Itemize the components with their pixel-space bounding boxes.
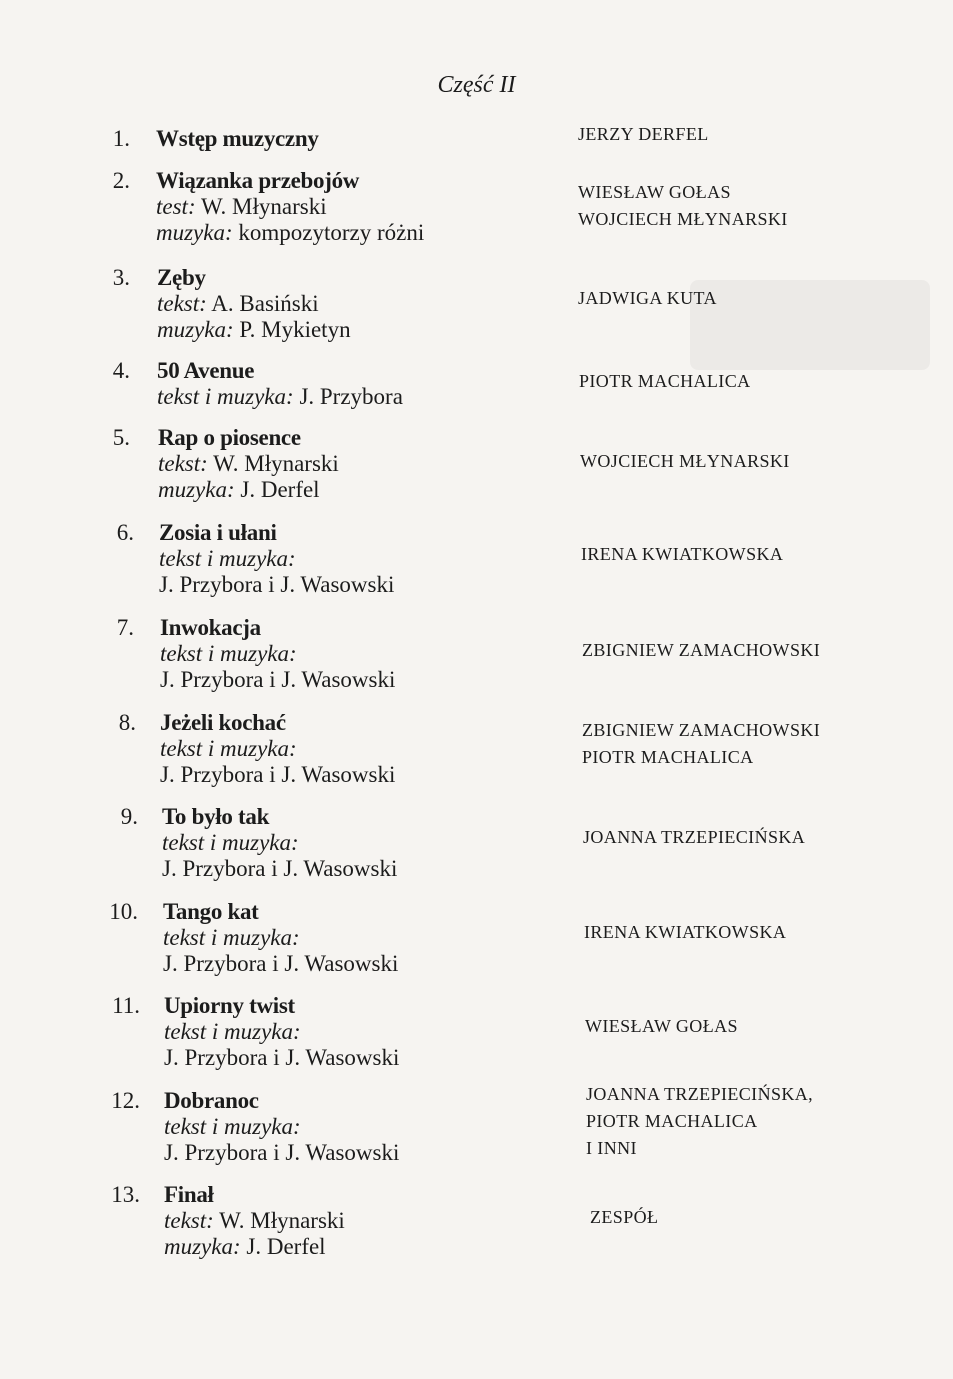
credit-line [160, 736, 395, 762]
song-title: Rap o piosence [158, 425, 301, 450]
credit-line [160, 641, 395, 667]
performer-name: JOANNA TRZEPIECIŃSKA [583, 827, 806, 847]
credit-line [164, 1234, 345, 1260]
credit-label: test: [156, 194, 196, 219]
credit-value: J. Przybora i J. Wasowski [160, 762, 396, 787]
performers [578, 121, 709, 148]
performer-name: PIOTR MACHALICA [579, 371, 751, 391]
song-block [157, 265, 351, 343]
song-title: Inwokacja [160, 615, 261, 640]
song-block [156, 126, 319, 152]
song-title: Upiorny twist [164, 993, 295, 1018]
credit-label: tekst i muzyka: [160, 736, 297, 761]
song-title: Dobranoc [164, 1088, 259, 1113]
performer-name: JERZY DERFEL [578, 124, 709, 144]
credit-label: tekst i muzyka: [164, 1019, 301, 1044]
credit-line [164, 1140, 399, 1166]
performer-name: WIESŁAW GOŁAS [585, 1016, 738, 1036]
item-number: 7. [116, 615, 134, 640]
performer-name: JOANNA TRZEPIECIŃSKA, [586, 1084, 814, 1104]
performers [586, 1081, 813, 1162]
credit-value: W. Młynarski [195, 194, 327, 219]
item-number: 9. [120, 804, 138, 829]
performer-name: JADWIGA KUTA [578, 288, 717, 308]
credit-label: tekst: [157, 291, 207, 316]
song-block [164, 1182, 345, 1260]
credit-line [158, 477, 339, 503]
item-number: 13. [111, 1182, 140, 1207]
credit-line [162, 856, 397, 882]
credit-line [163, 925, 398, 951]
credit-value: J. Derfel [240, 1234, 326, 1259]
item-number: 4. [112, 358, 130, 383]
item-number: 11. [112, 993, 140, 1018]
item-number: 6. [116, 520, 134, 545]
song-block [156, 168, 424, 246]
song-block [164, 993, 399, 1071]
performer-name: ZBIGNIEW ZAMACHOWSKI [582, 720, 821, 740]
performers [583, 824, 805, 851]
reverse-side-bleed [690, 280, 930, 370]
part-title: Część II [437, 72, 516, 98]
performer-name: IRENA KWIATKOWSKA [584, 922, 787, 942]
song-block [159, 520, 394, 598]
performer-name: IRENA KWIATKOWSKA [581, 544, 784, 564]
credit-label: muzyka: [156, 220, 233, 245]
song-block [162, 804, 397, 882]
credit-line [157, 384, 403, 410]
song-title: Zosia i ułani [159, 520, 277, 545]
credit-value: J. Przybora i J. Wasowski [163, 951, 399, 976]
credit-value: J. Przybora i J. Wasowski [162, 856, 398, 881]
song-block [160, 710, 395, 788]
credit-label: tekst i muzyka: [157, 384, 294, 409]
song-title: Tango kat [163, 899, 259, 924]
credit-line [163, 951, 398, 977]
credit-line [160, 762, 395, 788]
performers [582, 637, 820, 664]
credit-value: J. Przybora [293, 384, 403, 409]
credit-line [156, 220, 424, 246]
credit-value: J. Przybora i J. Wasowski [159, 572, 395, 597]
song-title: Finał [164, 1182, 214, 1207]
performers [585, 1013, 738, 1040]
item-number: 1. [112, 126, 130, 151]
credit-line [164, 1045, 399, 1071]
item-number: 2. [112, 168, 130, 193]
item-number: 3. [112, 265, 130, 290]
performers [580, 448, 790, 475]
credit-value: J. Przybora i J. Wasowski [160, 667, 396, 692]
credit-value: J. Przybora i J. Wasowski [164, 1045, 400, 1070]
credit-value: J. Przybora i J. Wasowski [164, 1140, 400, 1165]
item-number: 10. [109, 899, 138, 924]
song-title: Wstęp muzyczny [156, 126, 319, 151]
credit-label: tekst i muzyka: [162, 830, 299, 855]
credit-line [157, 317, 351, 343]
song-title: Jeżeli kochać [160, 710, 286, 735]
performer-name: WOJCIECH MŁYNARSKI [580, 451, 790, 471]
song-block [164, 1088, 399, 1166]
item-number: 8. [118, 710, 136, 735]
performer-name: ZESPÓŁ [590, 1207, 659, 1227]
credit-value: P. Mykietyn [233, 317, 351, 342]
credit-label: tekst i muzyka: [163, 925, 300, 950]
performers [582, 717, 820, 771]
credit-line [159, 572, 394, 598]
performer-name: ZBIGNIEW ZAMACHOWSKI [582, 640, 821, 660]
performer-name: WIESŁAW GOŁAS [578, 182, 731, 202]
song-block [160, 615, 395, 693]
credit-value: A. Basiński [206, 291, 319, 316]
credit-label: muzyka: [158, 477, 235, 502]
credit-label: tekst: [164, 1208, 214, 1233]
credit-line [162, 830, 397, 856]
performers [578, 179, 788, 233]
performers [581, 541, 783, 568]
performers [584, 919, 786, 946]
credit-label: tekst i muzyka: [164, 1114, 301, 1139]
song-block [157, 358, 403, 410]
performers [590, 1204, 658, 1231]
credit-label: tekst i muzyka: [159, 546, 296, 571]
song-block [158, 425, 339, 503]
performer-name: PIOTR MACHALICA [582, 747, 754, 767]
credit-line [158, 451, 339, 477]
credit-value: W. Młynarski [207, 451, 339, 476]
credit-label: tekst: [158, 451, 208, 476]
credit-line [156, 194, 424, 220]
credit-line [157, 291, 351, 317]
credit-value: W. Młynarski [213, 1208, 345, 1233]
credit-line [164, 1208, 345, 1234]
credit-label: tekst i muzyka: [160, 641, 297, 666]
performers [578, 285, 717, 312]
performers [579, 368, 751, 395]
song-title: 50 Avenue [157, 358, 255, 383]
credit-label: muzyka: [164, 1234, 241, 1259]
song-title: To było tak [162, 804, 270, 829]
performer-name: I INNI [586, 1138, 637, 1158]
credit-line [159, 546, 394, 572]
item-number: 12. [111, 1088, 140, 1113]
credit-value: kompozytorzy różni [232, 220, 425, 245]
item-number: 5. [112, 425, 130, 450]
credit-value: J. Derfel [234, 477, 320, 502]
song-title: Wiązanka przebojów [156, 168, 360, 193]
song-block [163, 899, 398, 977]
credit-line [164, 1019, 399, 1045]
performer-name: WOJCIECH MŁYNARSKI [578, 209, 788, 229]
performer-name: PIOTR MACHALICA [586, 1111, 758, 1131]
credit-line [164, 1114, 399, 1140]
song-title: Zęby [157, 265, 206, 290]
credit-line [160, 667, 395, 693]
credit-label: muzyka: [157, 317, 234, 342]
